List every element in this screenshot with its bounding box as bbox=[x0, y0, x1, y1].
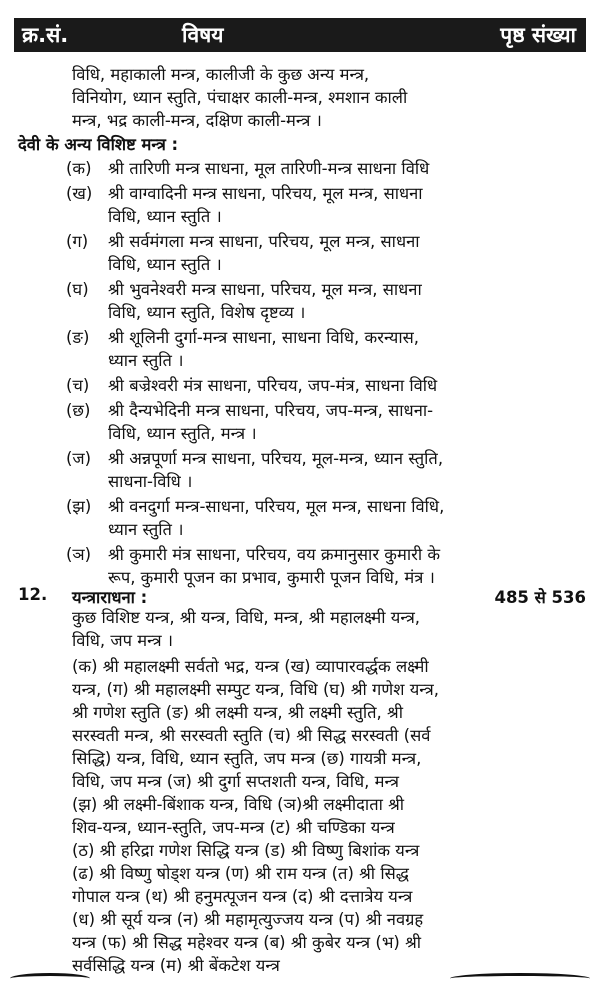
section-line: यन्त्र, (ग) श्री महालक्ष्मी सम्पुट यन्त्र, विधि (घ) श्री गणेश यन्त्र, bbox=[72, 680, 439, 699]
devi-item-label: (च) bbox=[66, 376, 90, 395]
section-line: (झ) श्री लक्ष्मी-बिंशाक यन्त्र, विधि (ञ)श्री लक्ष्मीदाता श्री bbox=[72, 795, 405, 814]
devi-item-text: श्री वनदुर्गा मन्त्र-साधना, परिचय, मूल मन्त्र, साधना विधि, bbox=[108, 497, 445, 516]
devi-item-text: श्री तारिणी मन्त्र साधना, मूल तारिणी-मन्त्र साधना विधि bbox=[108, 159, 430, 178]
devi-item-label: (ङ) bbox=[66, 328, 90, 347]
section-title: यन्त्राराधना : bbox=[72, 588, 148, 607]
devi-item-text: श्री दैन्यभेदिनी मन्त्र साधना, परिचय, जप-मन्त्र, साधना- bbox=[108, 401, 434, 420]
devi-item-text: श्री शूलिनी दुर्गा-मन्त्र साधना, साधना विधि, करन्यास, bbox=[108, 328, 420, 347]
devi-item-label: (घ) bbox=[66, 280, 89, 299]
devi-item-text: रूप, कुमारी पूजन का प्रभाव, कुमारी पूजन विधि, मंत्र । bbox=[108, 568, 435, 587]
section-line: (ठ) श्री हरिद्रा गणेश सिद्धि यन्त्र (ड) श्री विष्णु बिशांक यन्त्र bbox=[72, 841, 420, 860]
devi-item-text: श्री बज्रेश्वरी मंत्र साधना, परिचय, जप-मंत्र, साधना विधि bbox=[108, 376, 438, 395]
devi-item-text: विधि, ध्यान स्तुति, विशेष दृष्टव्य । bbox=[108, 303, 306, 322]
devi-item-label: (ग) bbox=[66, 232, 89, 251]
devi-item-label: (ज) bbox=[66, 449, 92, 468]
section-line: सरस्वती मन्त्र, श्री सरस्वती स्तुति (च) श्री सिद्ध सरस्वती (सर्व bbox=[72, 726, 431, 745]
devi-item-text: ध्यान स्तुति । bbox=[108, 520, 184, 539]
intro-line: विनियोग, ध्यान स्तुति, पंचाक्षर काली-मन्त्र, श्मशान काली bbox=[72, 88, 408, 107]
section-line: सिद्धि) यन्त्र, विधि, ध्यान स्तुति, जप मन्त्र (छ) गायत्री मन्त्र, bbox=[72, 749, 422, 768]
devi-item-text: श्री कुमारी मंत्र साधना, परिचय, वय क्रमानुसार कुमारी के bbox=[108, 545, 441, 564]
section-line: श्री गणेश स्तुति (ङ) श्री लक्ष्मी यन्त्र, श्री लक्ष्मी स्तुति, श्री bbox=[72, 703, 403, 722]
header-serial-number: क्र.सं. bbox=[22, 23, 69, 47]
section-line: (ढ) श्री विष्णु षोड्श यन्त्र (ण) श्री राम यन्त्र (त) श्री सिद्ध bbox=[72, 864, 409, 883]
section-line: (ध) श्री सूर्य यन्त्र (न) श्री महामृत्युज्जय यन्त्र (प) श्री नवग्रह bbox=[72, 910, 424, 929]
devi-item-text: श्री सर्वमंगला मन्त्र साधना, परिचय, मूल मन्त्र, साधना bbox=[108, 232, 420, 251]
section-number: 12. bbox=[18, 585, 48, 604]
devi-item-label: (ख) bbox=[66, 184, 93, 203]
section-line: (क) श्री महालक्ष्मी सर्वतो भद्र, यन्त्र (ख) व्यापारवर्द्धक लक्ष्मी bbox=[72, 657, 429, 676]
decorative-arc bbox=[10, 973, 90, 984]
devi-item-text: विधि, ध्यान स्तुति, मन्त्र । bbox=[108, 424, 257, 443]
devi-item-text: विधि, ध्यान स्तुति । bbox=[108, 255, 222, 274]
section-line: यन्त्र (फ) श्री सिद्ध महेश्वर यन्त्र (ब) श्री कुबेर यन्त्र (भ) श्री bbox=[72, 933, 422, 952]
section-line: विधि, जप मन्त्र (ज) श्री दुर्गा सप्तशती यन्त्र, विधि, मन्त्र bbox=[72, 772, 399, 791]
header-subject: विषय bbox=[182, 23, 224, 47]
section-line: विधि, जप मन्त्र । bbox=[72, 631, 174, 650]
decorative-arc bbox=[450, 973, 590, 984]
devi-item-label: (ञ) bbox=[66, 545, 92, 564]
devi-item-text: श्री अन्नपूर्णा मन्त्र साधना, परिचय, मूल-मन्त्र, ध्यान स्तुति, bbox=[108, 449, 444, 468]
intro-line: मन्त्र, भद्र काली-मन्त्र, दक्षिण काली-मन्त्र । bbox=[72, 111, 322, 130]
devi-item-label: (क) bbox=[66, 159, 92, 178]
devi-item-text: श्री भुवनेश्वरी मन्त्र साधना, परिचय, मूल मन्त्र, साधना bbox=[108, 280, 422, 299]
devi-item-text: साधना-विधि । bbox=[108, 472, 193, 491]
devi-item-label: (छ) bbox=[66, 401, 91, 420]
section-line: सर्वसिद्धि यन्त्र (म) श्री बेंकटेश यन्त्र bbox=[72, 956, 280, 975]
intro-line: विधि, महाकाली मन्त्र, कालीजी के कुछ अन्य मन्त्र, bbox=[72, 65, 370, 84]
section-line: कुछ विशिष्ट यन्त्र, श्री यन्त्र, विधि, मन्त्र, श्री महालक्ष्मी यन्त्र, bbox=[72, 608, 421, 627]
table-header bbox=[14, 18, 586, 52]
devi-item-text: ध्यान स्तुति । bbox=[108, 351, 184, 370]
devi-section-heading: देवी के अन्य विशिष्ट मन्त्र : bbox=[18, 135, 179, 154]
section-page-range: 485 से 536 bbox=[494, 588, 586, 607]
devi-item-text: विधि, ध्यान स्तुति । bbox=[108, 207, 222, 226]
section-line: गोपाल यन्त्र (थ) श्री हनुमत्पूजन यन्त्र (द) श्री दत्तात्रेय यन्त्र bbox=[72, 887, 413, 906]
header-page-number: पृष्ठ संख्या bbox=[500, 23, 576, 47]
section-line: शिव-यन्त्र, ध्यान-स्तुति, जप-मन्त्र (ट) श्री चण्डिका यन्त्र bbox=[72, 818, 395, 837]
devi-item-label: (झ) bbox=[66, 497, 92, 516]
devi-item-text: श्री वाग्वादिनी मन्त्र साधना, परिचय, मूल मन्त्र, साधना bbox=[108, 184, 423, 203]
